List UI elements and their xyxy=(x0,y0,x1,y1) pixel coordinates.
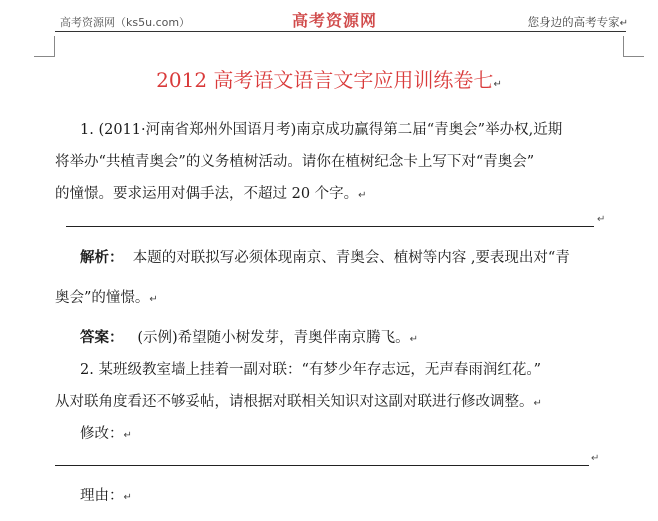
q2-line-1: 2. 某班级教室墙上挂着一副对联：“有梦少年存志远，无声春雨润红花。” xyxy=(80,362,542,378)
q1-line-3: 的憧憬。要求运用对偶手法，不超过 20 个字。↵ xyxy=(55,186,367,202)
q1-answer-blank xyxy=(66,226,594,227)
header-slogan: 您身边的高考专家↵ xyxy=(527,15,628,29)
margin-corner-right xyxy=(623,36,644,57)
analysis-label: 解析： xyxy=(80,249,124,266)
answer-label: 答案： xyxy=(80,329,124,346)
header-divider xyxy=(55,31,626,32)
q2-revise-blank xyxy=(55,465,589,466)
q2-blank-mark: ↵ xyxy=(591,453,600,464)
margin-corner-left xyxy=(34,36,55,57)
q1-line-1: 1. (2011·河南省郑州外国语月考)南京成功赢得第二届“青奥会”举办权,近期 xyxy=(80,122,563,138)
q2-reason-label: 理由：↵ xyxy=(80,488,132,504)
q1-line-2: 将举办“共植青奥会”的义务植树活动。请你在植树纪念卡上写下对“青奥会” xyxy=(55,154,535,170)
answer-line: 答案： (示例)希望随小树发芽，青奥伴南京腾飞。↵ xyxy=(80,329,419,346)
header-logo: 高考资源网 xyxy=(292,11,378,30)
answer-text: (示例)希望随小树发芽，青奥伴南京腾飞。 xyxy=(137,330,410,346)
analysis-line-2: 奥会”的憧憬。↵ xyxy=(55,290,158,306)
q2-revise-label: 修改：↵ xyxy=(80,426,132,442)
analysis-text-1: 本题的对联拟写必须体现南京、青奥会、植树等内容 ,要表现出对“青 xyxy=(132,250,570,266)
analysis-line-1 xyxy=(80,246,570,267)
q2-line-2: 从对联角度看还不够妥帖，请根据对联相关知识对这副对联进行修改调整。↵ xyxy=(55,394,542,410)
document-title: 2012 高考语文语言文字应用训练卷七↵ xyxy=(156,68,502,92)
q1-blank-mark: ↵ xyxy=(597,214,606,225)
header-site-name: 高考资源网（ks5u.com） xyxy=(60,16,191,29)
